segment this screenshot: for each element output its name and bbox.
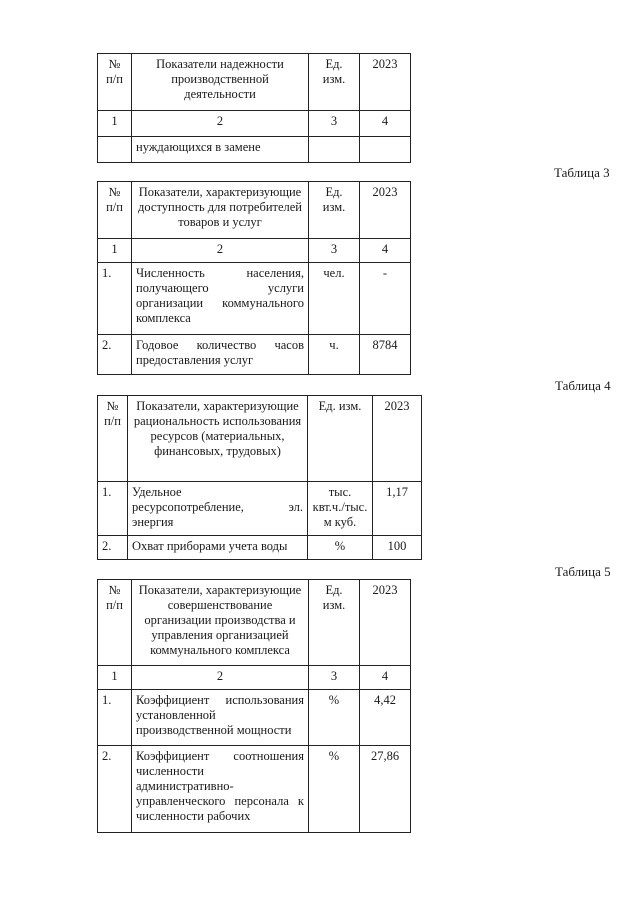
row-value: 100 [373,536,422,560]
accessibility-table [97,181,411,375]
header-num: № п/п [98,580,132,666]
row-num: 1. [98,263,132,335]
row-indicator-line: комплекса [136,311,191,325]
header-num: № п/п [98,396,128,482]
header-unit: Ед. изм. [309,580,360,666]
row-indicator [132,263,309,335]
row-unit: тыс. квт.ч./тыс. м куб. [308,482,373,536]
row-indicator-line: Удельное [132,485,182,499]
colnum-2: 2 [132,239,309,263]
row-unit: чел. [309,263,360,335]
row-value: - [360,263,411,335]
header-unit: Ед. изм. [309,182,360,239]
row-indicator-line: получающего услуги [136,281,304,295]
row-indicator-line: Численность населения, [136,266,304,280]
header-num: № п/п [98,182,132,239]
header-year: 2023 [360,54,411,111]
colnum-4: 4 [360,111,411,137]
row-num: 2. [98,536,128,560]
row-indicator-line: ресурсопотребление, эл. [132,500,303,514]
header-indicator: Показатели надежности производственной деятельности [132,54,309,111]
row-indicator-line: производственной мощности [136,723,292,737]
row-value: 4,42 [360,690,411,746]
resource-efficiency-table [97,395,422,560]
row-indicator-line: административно- [136,779,234,793]
organization-improvement-table [97,579,411,833]
row-indicator-line: предоставления услуг [136,353,254,367]
header-num: № п/п [98,54,132,111]
row-indicator [128,482,308,536]
row-indicator-line: Годовое количество часов [136,338,304,352]
header-unit: Ед. изм. [308,396,373,482]
colnum-2: 2 [132,666,309,690]
table4-caption: Таблица 4 [555,378,611,393]
row-indicator [128,536,308,560]
row-value: 1,17 [373,482,422,536]
header-unit: Ед. изм. [309,54,360,111]
row-num: 1. [98,690,132,746]
header-indicator: Показатели, характеризующие доступность для потребителей товаров и услуг [132,182,309,239]
row-num: 2. [98,335,132,375]
row-indicator [132,746,309,833]
colnum-2: 2 [132,111,309,137]
row-num [98,137,132,163]
row-indicator-line: Охват приборами учета воды [132,539,288,553]
row-num: 2. [98,746,132,833]
row-value: 8784 [360,335,411,375]
table5-caption: Таблица 5 [555,564,611,579]
colnum-1: 1 [98,239,132,263]
row-indicator-line: Коэффициент соотношения [136,749,304,763]
colnum-3: 3 [309,111,360,137]
header-year: 2023 [360,580,411,666]
row-indicator-line: энергия [132,515,174,529]
row-num: 1. [98,482,128,536]
colnum-4: 4 [360,666,411,690]
colnum-4: 4 [360,239,411,263]
row-indicator-line: установленной [136,708,216,722]
row-indicator-line: управленческого персонала к [136,794,304,808]
row-unit: ч. [309,335,360,375]
row-indicator-line: организации коммунального [136,296,304,310]
header-year: 2023 [373,396,422,482]
reliability-table [97,53,411,163]
colnum-1: 1 [98,666,132,690]
row-unit [309,137,360,163]
header-indicator: Показатели, характеризующие совершенствование организации производства и управления организацией коммунального комплекса [132,580,309,666]
row-indicator [132,690,309,746]
row-indicator [132,335,309,375]
colnum-3: 3 [309,239,360,263]
row-value: 27,86 [360,746,411,833]
row-indicator: нуждающихся в замене [132,137,309,163]
row-unit: % [309,690,360,746]
row-indicator-line: Коэффициент использования [136,693,304,707]
row-indicator-line: численности рабочих [136,809,251,823]
row-value [360,137,411,163]
colnum-3: 3 [309,666,360,690]
table3-caption: Таблица 3 [554,165,610,180]
row-unit: % [308,536,373,560]
colnum-1: 1 [98,111,132,137]
row-unit: % [309,746,360,833]
row-indicator-line: численности [136,764,204,778]
header-year: 2023 [360,182,411,239]
header-indicator: Показатели, характеризующие рациональность использования ресурсов (материальных, финансовых, трудовых) [128,396,308,482]
